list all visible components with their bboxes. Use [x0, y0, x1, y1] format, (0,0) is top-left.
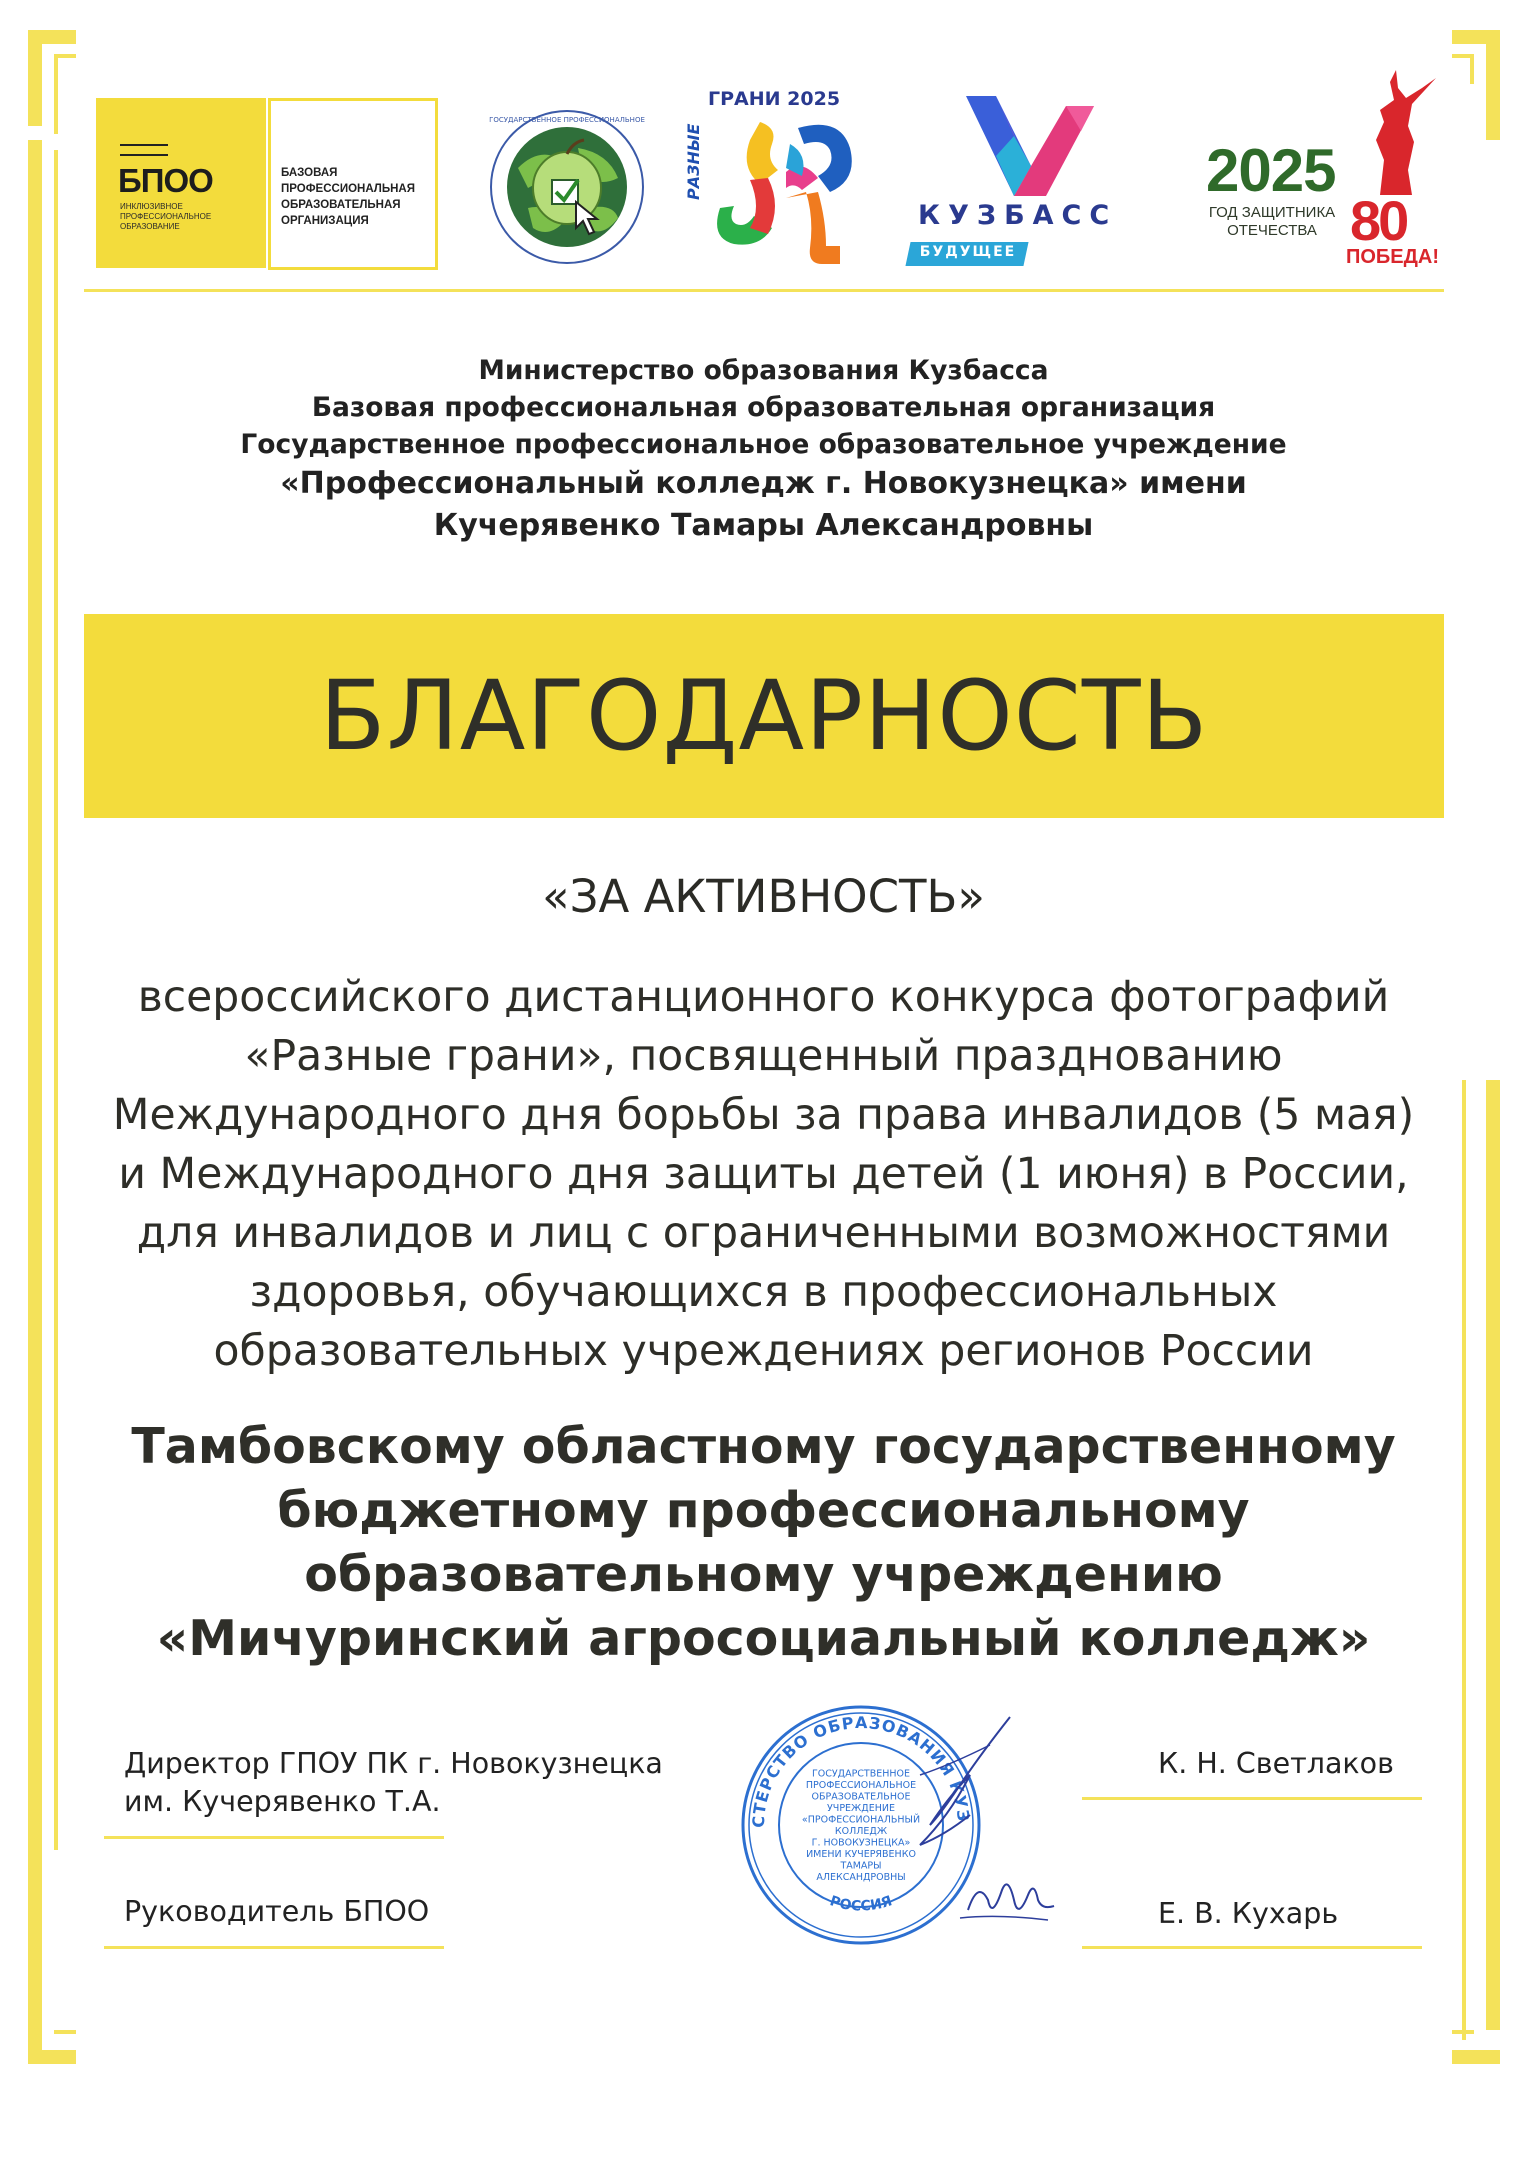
head-signature-line: [104, 1946, 444, 1949]
svg-text:ГОСУДАРСТВЕННОЕ ПРОФЕССИОНАЛЬН: ГОСУДАРСТВЕННОЕ ПРОФЕССИОНАЛЬНОЕ: [489, 116, 645, 124]
header-ministry: Министерство образования Кузбасса: [478, 355, 1049, 386]
stamp-inner-line: АЛЕКСАНДРОВНЫ: [816, 1871, 906, 1883]
recipient-line: бюджетному профессиональному: [277, 1482, 1250, 1539]
description-line: всероссийского дистанционного конкурса фотографий: [137, 973, 1390, 1022]
description-line: «Разные грани», посвященный празднованию: [244, 1032, 1283, 1081]
award-description: [90, 968, 1437, 1381]
svg-text:РОССИЯ: РОССИЯ: [827, 1893, 895, 1915]
header-base-org: Базовая профессиональная образовательная организация: [311, 392, 1216, 423]
bpoo-logo-subtitle: ИНКЛЮЗИВНОЕ ПРОФЕССИОНАЛЬНОЕ ОБРАЗОВАНИЕ: [120, 202, 212, 231]
head-name: Е. В. Кухарь: [1158, 1897, 1339, 1930]
description-line: для инвалидов и лиц с ограниченными возможностями: [136, 1209, 1391, 1258]
head-name-line: [1082, 1946, 1422, 1949]
award-nomination: «ЗА АКТИВНОСТЬ»: [542, 870, 985, 923]
document-title: БЛАГОДАРНОСТЬ: [319, 660, 1209, 772]
director-title-line1: Директор ГПОУ ПК г. Новокузнецка: [124, 1747, 663, 1780]
description-line: Международного дня борьбы за права инвалидов (5 мая): [112, 1091, 1415, 1140]
description-line: образовательных учреждениях регионов России: [213, 1327, 1314, 1376]
stamp-inner-line: ПРОФЕССИОНАЛЬНОЕ: [805, 1779, 917, 1791]
bpoo-logo: [96, 98, 438, 268]
kuzbass-logo-tag: БУДУЩЕЕ: [919, 244, 1017, 260]
pobeda-logo-year: 2025: [1206, 137, 1336, 204]
director-title-line2: им. Кучерявенко Т.А.: [124, 1785, 441, 1818]
grani-logo-vertical: РАЗНЫЕ: [684, 123, 703, 200]
year-of-defender-logo: [1200, 70, 1448, 270]
stamp-inner-line: ТАМАРЫ: [840, 1860, 882, 1872]
stamp-inner-line: КОЛЛЕДЖ: [834, 1825, 888, 1837]
description-line: здоровья, обучающихся в профессиональных: [249, 1268, 1278, 1317]
recipient-name: [90, 1415, 1437, 1671]
pobeda-logo-line2: ОТЕЧЕСТВА: [1227, 222, 1317, 239]
signature-head: [958, 1870, 1058, 1930]
head-title: Руководитель БПОО: [124, 1895, 430, 1928]
header-gpou: Государственное профессиональное образовательное учреждение: [240, 429, 1287, 460]
recipient-line: Тамбовскому областному государственному: [131, 1418, 1396, 1475]
stamp-inner-line: «ПРОФЕССИОНАЛЬНЫЙ: [801, 1814, 921, 1826]
pobeda-logo-line1: ГОД ЗАЩИТНИКА: [1208, 204, 1336, 221]
stamp-inner-line: ИМЕНИ КУЧЕРЯВЕНКО: [806, 1848, 916, 1860]
stamp-inner-line: ОБРАЗОВАТЕЛЬНОЕ: [811, 1791, 911, 1803]
stamp-inner-line: УЧРЕЖДЕНИЕ: [827, 1802, 895, 1814]
director-name: К. Н. Светлаков: [1158, 1747, 1394, 1780]
globe-apple-logo: [488, 108, 646, 266]
title-band: [84, 614, 1444, 818]
pobeda-logo-number: 80: [1350, 189, 1407, 252]
stamp-inner-line: ГОСУДАРСТВЕННОЕ: [811, 1768, 911, 1780]
signature-director: [890, 1715, 1040, 1875]
stamp-inner-line: Г. НОВОКУЗНЕЦКА»: [811, 1837, 911, 1849]
kuzbass-future-logo: [904, 96, 1144, 272]
raznye-grani-logo: [684, 88, 868, 278]
header-college-name: «Профессиональный колледж г. Новокузнецка» имени: [280, 466, 1247, 501]
bpoo-logo-caption: БАЗОВАЯ ПРОФЕССИОНАЛЬНАЯ ОБРАЗОВАТЕЛЬНАЯ ОРГАНИЗАЦИЯ: [281, 167, 415, 227]
description-line: и Международного дня защиты детей (1 июня) в России,: [118, 1150, 1409, 1199]
grani-logo-title: ГРАНИ 2025: [708, 88, 841, 110]
director-signature-line: [104, 1836, 444, 1839]
svg-text:МИНИСТЕРСТВО ОБРАЗОВАНИЯ КУЗБА: СТЕРСТВО ОБРАЗОВАНИЯ КУЗ: [748, 1712, 974, 1829]
header-divider: [84, 289, 1444, 292]
pobeda-logo-word: ПОБЕДА!: [1346, 246, 1439, 268]
director-title: [124, 1745, 663, 1821]
recipient-line: образовательному учреждению: [304, 1546, 1223, 1603]
bpoo-logo-word: БПОО: [118, 162, 213, 199]
recipient-line: «Мичуринский агросоциальный колледж»: [156, 1610, 1371, 1667]
director-name-line: [1082, 1797, 1422, 1800]
kuzbass-logo-name: КУЗБАСС: [918, 200, 1118, 231]
header-college-name-2: Кучерявенко Тамары Александровны: [433, 508, 1094, 543]
